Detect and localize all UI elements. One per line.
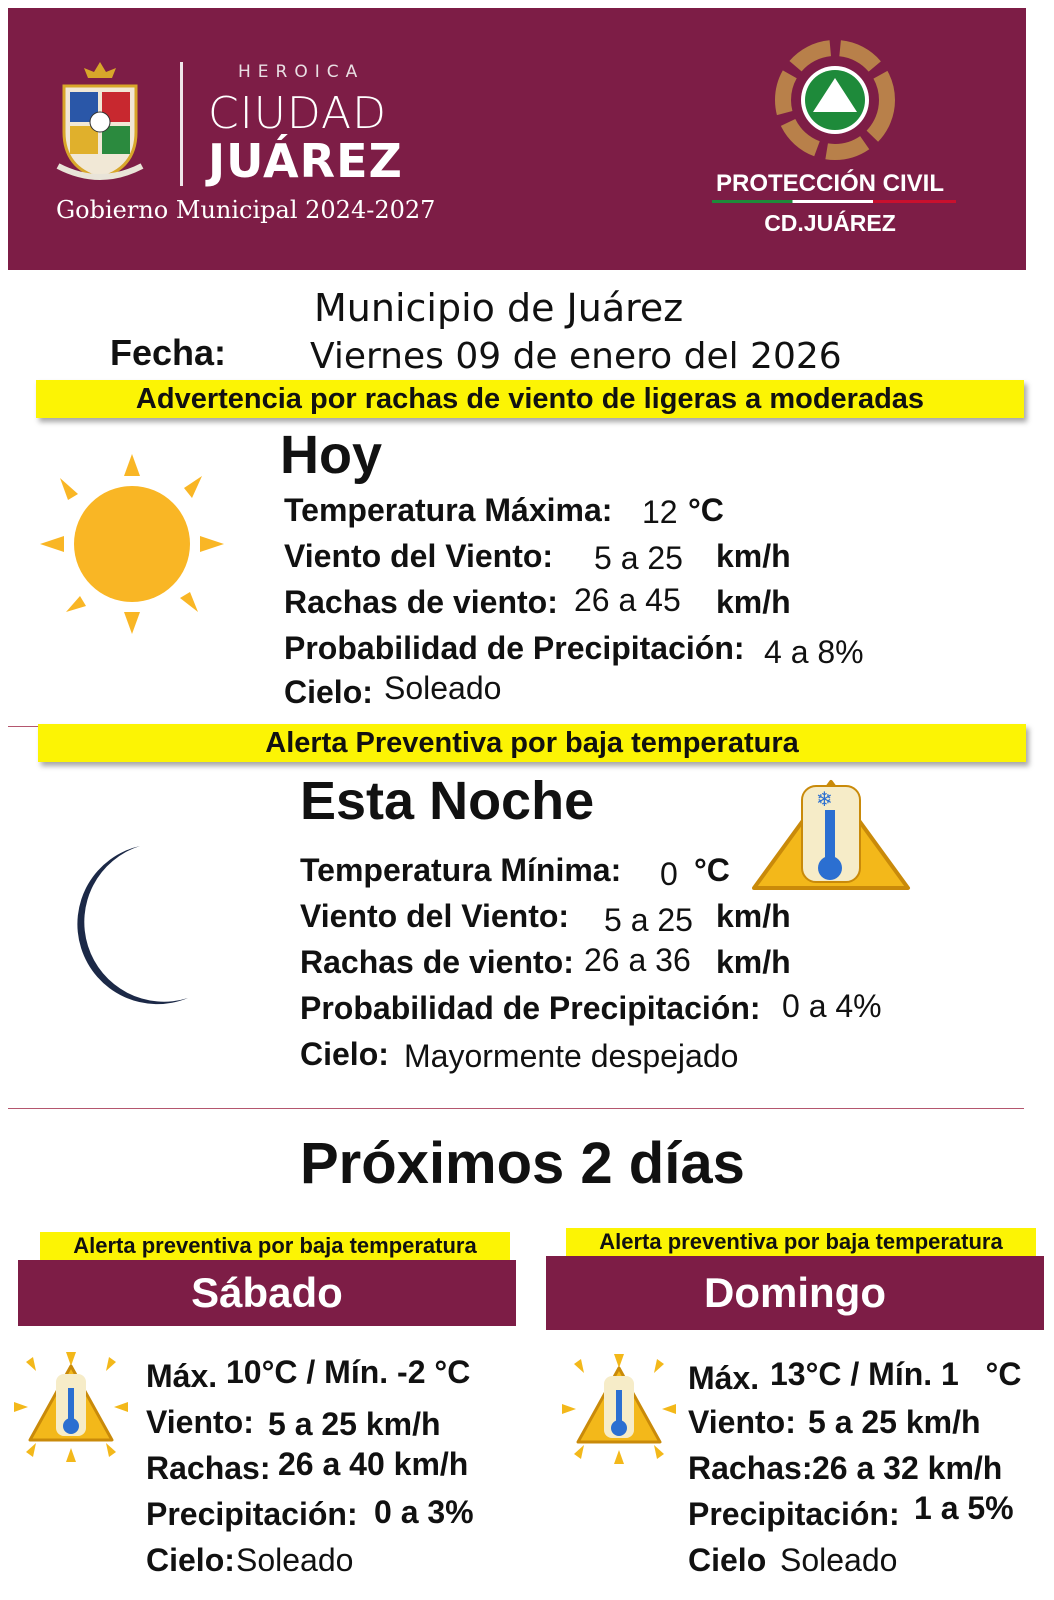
proximos-title: Próximos 2 días — [300, 1131, 745, 1196]
noche-rachas-unit: km/h — [716, 944, 791, 980]
sun-icon — [20, 448, 230, 658]
domingo-cielo-value: Soleado — [780, 1542, 898, 1578]
domingo-viento-value: 5 a 25 km/h — [808, 1404, 981, 1440]
juarez-text: JUÁREZ — [208, 134, 403, 188]
hoy-title: Hoy — [280, 425, 383, 485]
domingo-header: Domingo — [546, 1256, 1044, 1330]
proteccion-civil-title: PROTECCIÓN CIVIL — [715, 170, 944, 197]
hoy-viento-label: Viento del Viento: — [284, 538, 554, 574]
advertencia-banner: Advertencia por rachas de viento de ligeras a moderadas — [36, 380, 1024, 418]
noche-temp-label: Temperatura Mínima: — [300, 852, 622, 888]
fecha-value: Viernes 09 de enero del 2026 — [310, 336, 842, 377]
noche-viento-unit: km/h — [716, 898, 791, 934]
municipio-title: Municipio de Juárez — [314, 286, 684, 330]
hoy-rachas-label: Rachas de viento: — [284, 584, 558, 620]
svg-text:❄: ❄ — [816, 787, 833, 811]
flag-stripe — [712, 200, 956, 203]
sabado-cielo-label: Cielo: — [146, 1542, 235, 1578]
sabado-rachas-value: 26 a 40 km/h — [278, 1446, 469, 1482]
domingo-viento-label: Viento: — [688, 1404, 796, 1440]
domingo-alerta-banner: Alerta preventiva por baja temperatura — [566, 1228, 1036, 1256]
noche-rachas-label: Rachas de viento: — [300, 944, 574, 980]
header-divider — [180, 62, 183, 186]
hoy-cielo-label: Cielo: — [284, 674, 373, 710]
ciudad-text: CIUDAD — [208, 88, 387, 139]
sabado-max-min: 10°C / Mín. -2 °C — [226, 1354, 471, 1390]
noche-title: Esta Noche — [300, 771, 595, 831]
noche-precip-label: Probabilidad de Precipitación: — [300, 990, 761, 1026]
sabado-viento-label: Viento: — [146, 1404, 254, 1440]
cd-juarez-subtitle: CD.JUÁREZ — [764, 210, 896, 236]
hoy-viento-value: 5 a 25 — [594, 540, 683, 576]
divider-line — [8, 1108, 1024, 1109]
domingo-rachas-label: Rachas: — [688, 1450, 813, 1486]
noche-rachas-value: 26 a 36 — [584, 942, 691, 978]
hoy-temp-unit: °C — [688, 492, 724, 528]
domingo-cielo-label: Cielo — [688, 1542, 767, 1578]
sabado-alerta-banner: Alerta preventiva por baja temperatura — [40, 1232, 510, 1260]
gobierno-municipal-text: Gobierno Municipal 2024-2027 — [56, 196, 436, 224]
sabado-cielo-value: Soleado — [236, 1542, 354, 1578]
noche-temp-unit: °C — [694, 852, 730, 888]
sabado-precip-value: 0 a 3% — [374, 1494, 474, 1530]
thermometer-warning-icon — [748, 776, 914, 896]
domingo-max-min: 13°C / Mín. 1 °C — [770, 1356, 1022, 1392]
sabado-header: Sábado — [18, 1260, 516, 1326]
noche-temp-value: 0 — [660, 856, 678, 892]
noche-cielo-value: Mayormente despejado — [404, 1038, 739, 1074]
moon-icon — [64, 840, 214, 1010]
noche-viento-value: 5 a 25 — [604, 902, 693, 938]
hoy-viento-unit: km/h — [716, 538, 791, 574]
heroica-text: HEROICA — [238, 62, 365, 82]
noche-cielo-label: Cielo: — [300, 1036, 389, 1072]
noche-viento-label: Viento del Viento: — [300, 898, 570, 934]
hoy-temp-value: 12 — [642, 494, 678, 530]
domingo-precip-label: Precipitación: — [688, 1496, 900, 1532]
hoy-rachas-value: 26 a 45 — [574, 582, 681, 618]
sabado-viento-value: 5 a 25 km/h — [268, 1406, 441, 1442]
alerta-banner: Alerta Preventiva por baja temperatura — [38, 724, 1026, 762]
domingo-rachas-value: 26 a 32 km/h — [812, 1450, 1003, 1486]
fecha-label: Fecha: — [110, 332, 227, 373]
sun-thermometer-icon — [12, 1348, 130, 1466]
hoy-temp-label: Temperatura Máxima: — [284, 492, 613, 528]
hoy-precip-label: Probabilidad de Precipitación: — [284, 630, 745, 666]
domingo-max-label: Máx. — [688, 1360, 760, 1396]
sun-thermometer-icon — [560, 1350, 678, 1468]
coat-of-arms-logo — [54, 56, 146, 184]
domingo-precip-value: 1 a 5% — [914, 1490, 1014, 1526]
sabado-max-label: Máx. — [146, 1358, 218, 1394]
sabado-precip-label: Precipitación: — [146, 1496, 358, 1532]
hoy-rachas-unit: km/h — [716, 584, 791, 620]
sabado-rachas-label: Rachas: — [146, 1450, 271, 1486]
noche-precip-value: 0 a 4% — [782, 988, 882, 1024]
hoy-precip-value: 4 a 8% — [764, 634, 864, 670]
divider-line — [8, 726, 38, 727]
hoy-cielo-value: Soleado — [384, 670, 502, 706]
proteccion-civil-logo — [762, 34, 908, 168]
